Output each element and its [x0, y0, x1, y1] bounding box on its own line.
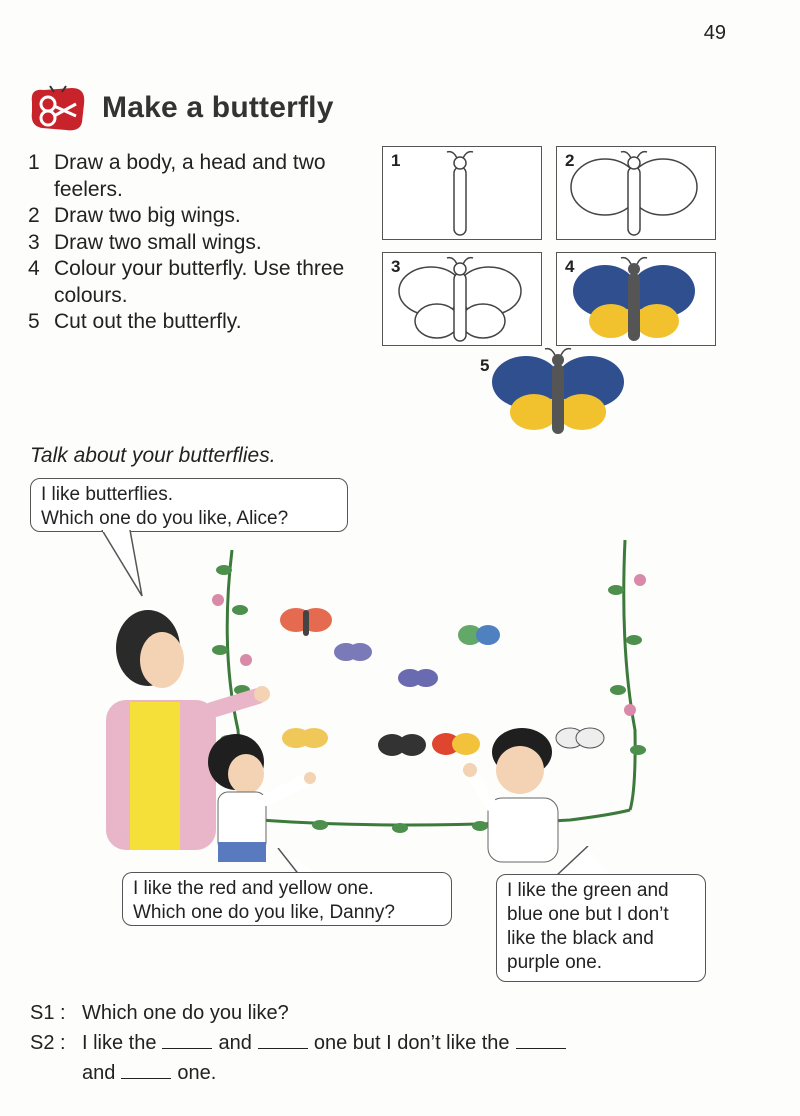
- panel-step-5: 5: [476, 346, 626, 438]
- butterfly-body-drawing: [383, 147, 541, 239]
- speech-bubble-teacher: I like butterflies. Which one do you like, Alice?: [30, 478, 348, 532]
- steps-list: [28, 150, 358, 336]
- craft-scissors-icon: [28, 82, 88, 134]
- answer-blank[interactable]: [258, 1030, 308, 1049]
- panel-step-2: 2: [556, 146, 716, 240]
- practice-line-s2: S2 : I like the and one but I don’t like the: [30, 1028, 572, 1058]
- step-item: 3 Draw two small wings.: [28, 230, 262, 254]
- answer-blank[interactable]: [162, 1030, 212, 1049]
- coloured-butterfly-drawing: [557, 253, 715, 345]
- panel-step-1: 1: [382, 146, 542, 240]
- butterfly-big-wings-drawing: [557, 147, 715, 239]
- speech-bubble-danny: I like the green and blue one but I don’t like the black and purple one.: [496, 874, 706, 982]
- step-item: 5 Cut out the butterfly.: [28, 310, 242, 333]
- talk-prompt: Talk about your butterflies.: [30, 444, 276, 467]
- classroom-illustration: [100, 530, 660, 870]
- title-row: [28, 82, 334, 134]
- alice-figure: [208, 734, 316, 862]
- butterfly-small-wings-drawing: [383, 253, 541, 345]
- page-number: 49: [703, 22, 726, 44]
- speech-bubble-alice: I like the red and yellow one. Which one do you like, Danny?: [122, 872, 452, 926]
- panel-step-3: 3: [382, 252, 542, 346]
- practice-line-s1: S1 : Which one do you like?: [30, 1002, 289, 1024]
- answer-blank[interactable]: [516, 1030, 566, 1049]
- answer-blank[interactable]: [121, 1060, 171, 1079]
- step-item: 2 Draw two big wings.: [28, 204, 241, 227]
- practice-line-s2-continued: and one.: [82, 1062, 217, 1084]
- step-item: 4 Colour your butterfly. Use three colours.: [28, 257, 345, 307]
- step-item: 1 Draw a body, a head and two feelers.: [28, 151, 326, 201]
- page-title: Make a butterfly: [102, 91, 334, 124]
- practice-dialogue: [30, 998, 572, 1088]
- cut-out-butterfly-drawing: [490, 346, 626, 438]
- panel-step-4: 4: [556, 252, 716, 346]
